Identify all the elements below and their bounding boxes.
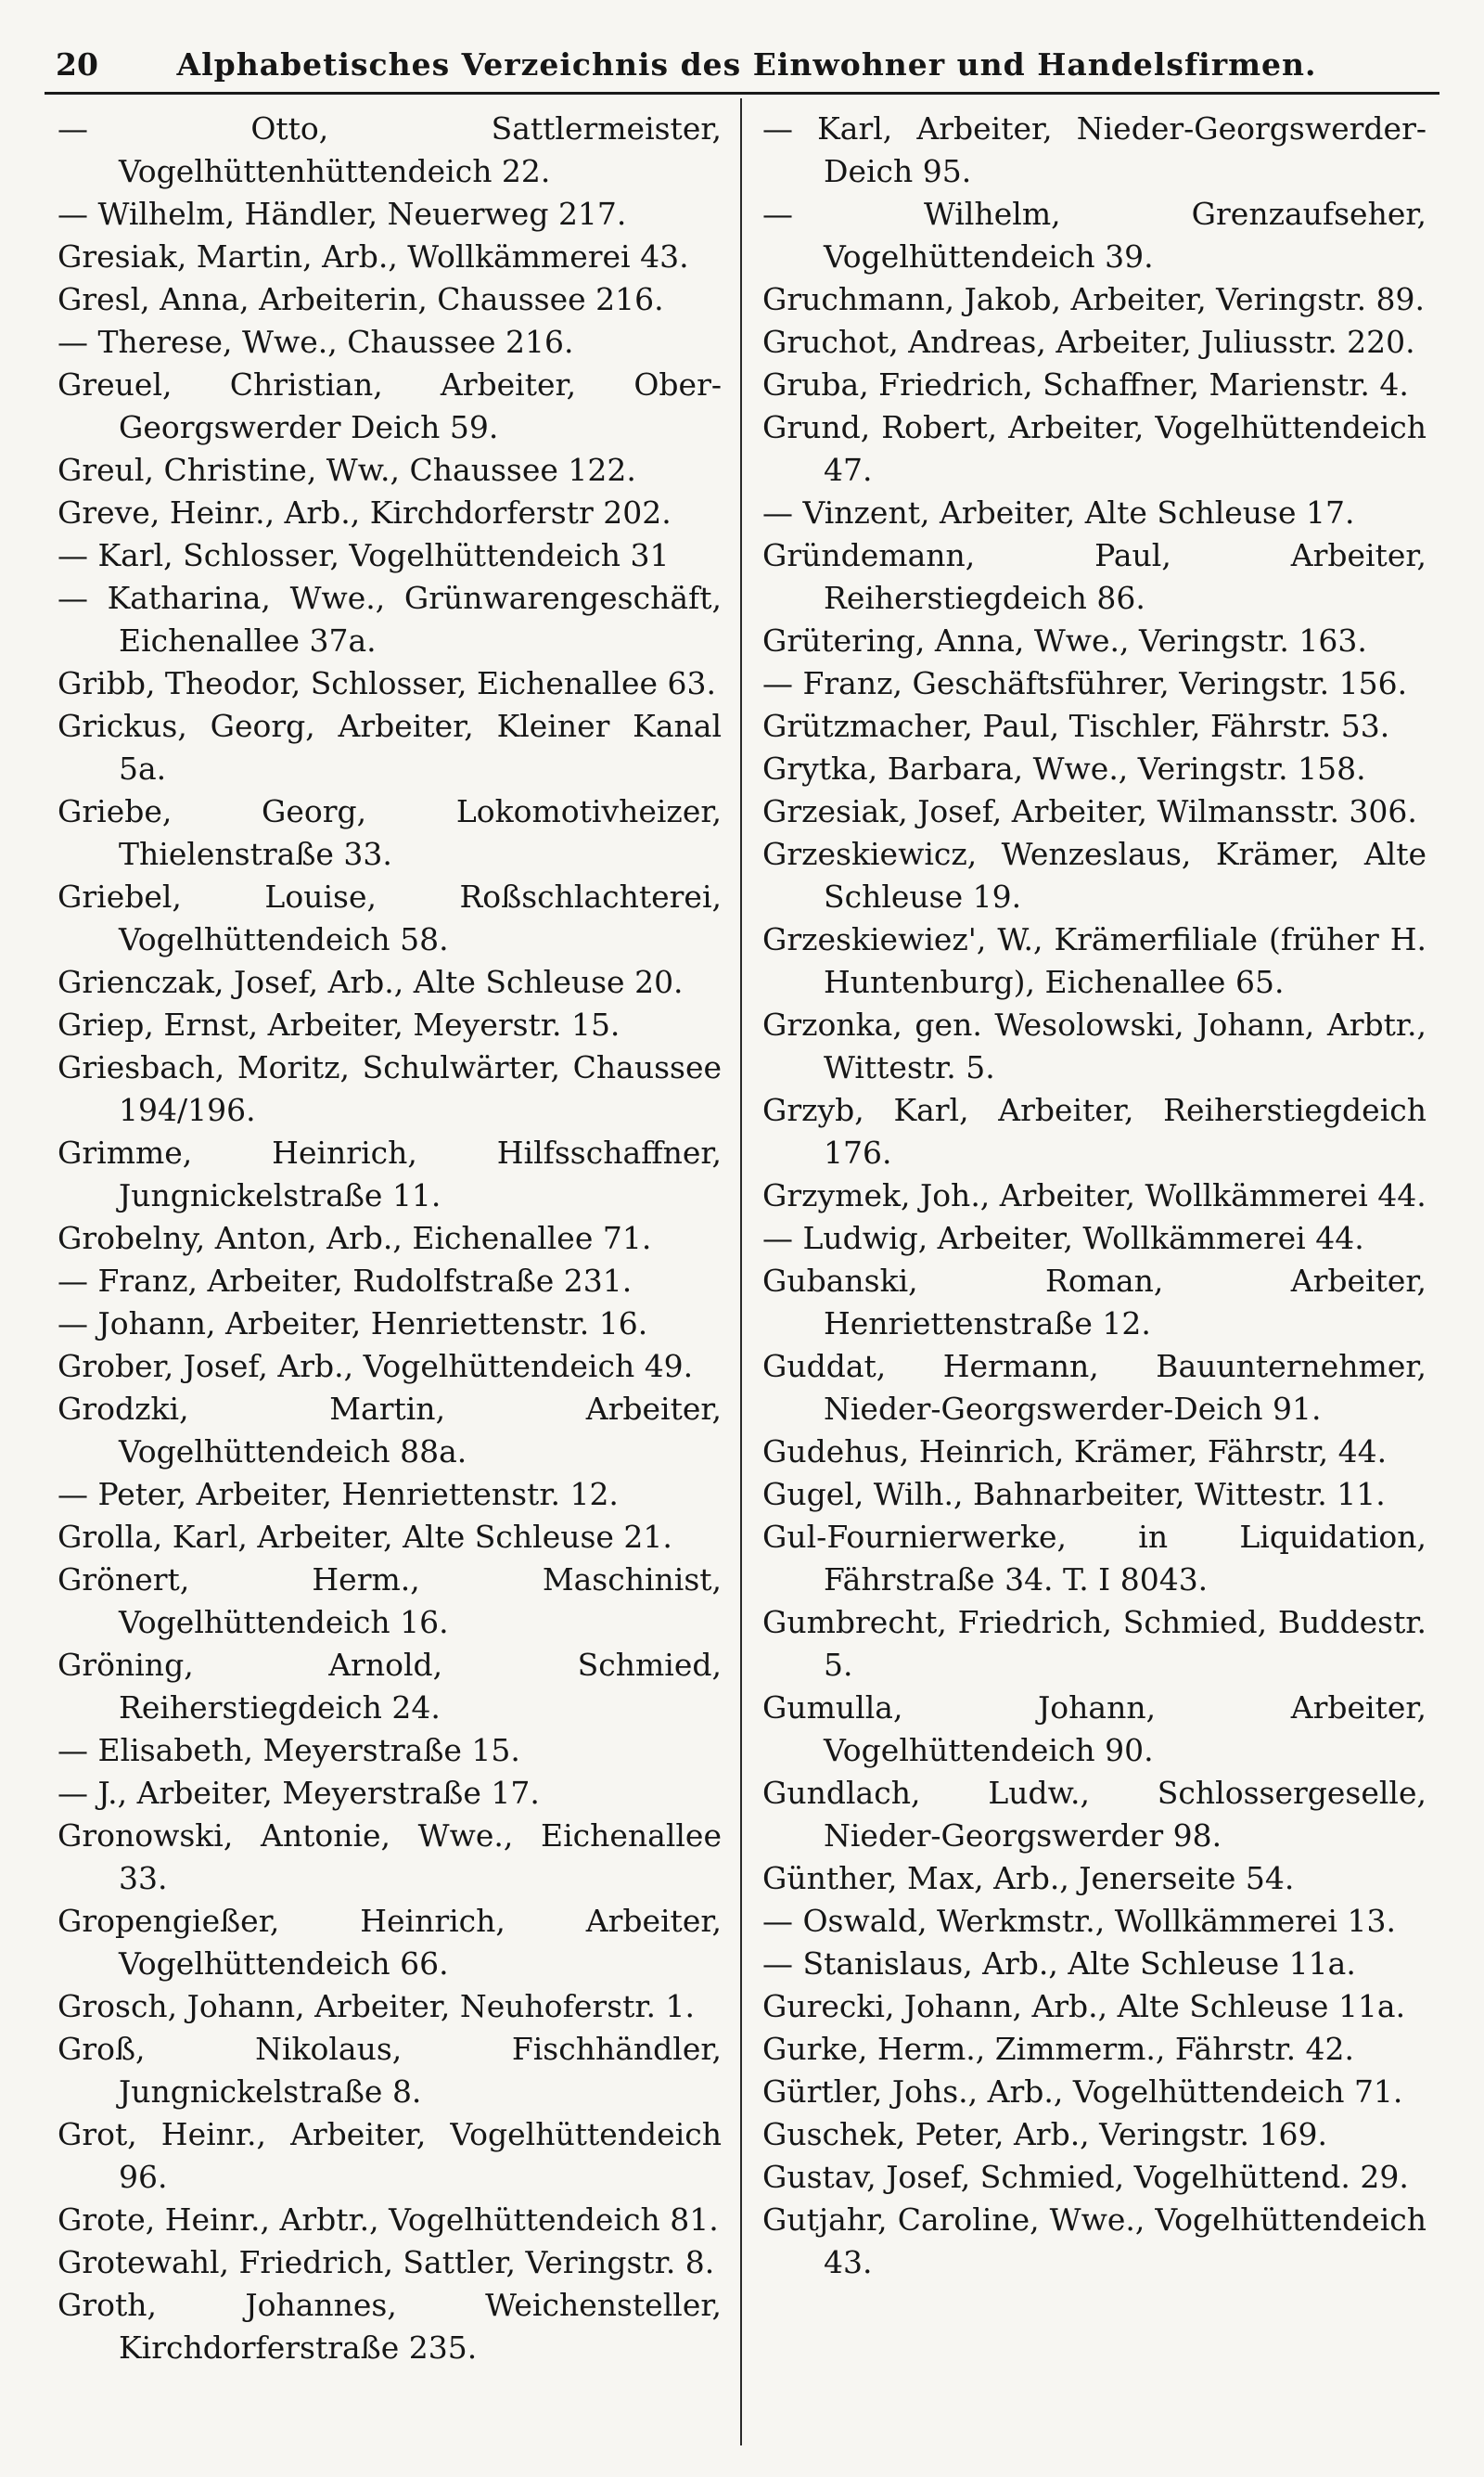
directory-entry: Gundlach, Ludw., Schlossergeselle, Nieder-Georgswerder 98. — [762, 1775, 1426, 1854]
directory-entry: Gruchot, Andreas, Arbeiter, Juliusstr. 220. — [762, 324, 1415, 360]
directory-entry: Grzeskiewicz, Wenzeslaus, Krämer, Alte Schleuse 19. — [762, 836, 1426, 915]
directory-entry: Groth, Johannes, Weichensteller, Kirchdorferstraße 235. — [58, 2287, 722, 2366]
directory-entry: Grickus, Georg, Arbeiter, Kleiner Kanal 5a. — [58, 708, 722, 787]
directory-entry: — Elisabeth, Meyerstraße 15. — [58, 1732, 520, 1768]
directory-entry: — Peter, Arbeiter, Henriettenstr. 12. — [58, 1476, 619, 1512]
right-column — [742, 98, 1439, 2445]
directory-entry: — Johann, Arbeiter, Henriettenstr. 16. — [58, 1305, 648, 1341]
directory-entry: Grzeskiewiez', W., Krämerfiliale (früher H. Huntenburg), Eichenallee 65. — [762, 921, 1426, 1000]
directory-entry: Grote, Heinr., Arbtr., Vogelhüttendeich 81. — [58, 2201, 719, 2238]
directory-entry: Gudehus, Heinrich, Krämer, Fährstr, 44. — [762, 1433, 1388, 1470]
directory-entry: Greve, Heinr., Arb., Kirchdorferstr 202. — [58, 494, 672, 531]
directory-entry: Grosch, Johann, Arbeiter, Neuhoferstr. 1. — [58, 1988, 696, 2024]
directory-entry: Grolla, Karl, Arbeiter, Alte Schleuse 21. — [58, 1519, 672, 1555]
directory-entry: Gurecki, Johann, Arb., Alte Schleuse 11a. — [762, 1988, 1406, 2024]
directory-entry: Gruchmann, Jakob, Arbeiter, Veringstr. 89. — [762, 281, 1426, 317]
directory-entry: Guschek, Peter, Arb., Veringstr. 169. — [762, 2116, 1328, 2152]
directory-entry: Gutjahr, Caroline, Wwe., Vogelhüttendeich 43. — [762, 2201, 1426, 2280]
left-column — [45, 98, 742, 2445]
directory-entry: Grotewahl, Friedrich, Sattler, Veringstr. 8. — [58, 2244, 715, 2280]
directory-entry: Griebel, Louise, Roßschlachterei, Vogelhüttendeich 58. — [58, 879, 722, 957]
directory-entry: Grober, Josef, Arb., Vogelhüttendeich 49. — [58, 1348, 694, 1384]
directory-entry: Gribb, Theodor, Schlosser, Eichenallee 63. — [58, 665, 716, 701]
directory-entry: Griesbach, Moritz, Schulwärter, Chaussee 194/196. — [58, 1049, 722, 1128]
directory-entry: Gruba, Friedrich, Schaffner, Marienstr. 4. — [762, 366, 1409, 403]
directory-entry: Gumbrecht, Friedrich, Schmied, Buddestr. 5. — [762, 1604, 1426, 1683]
directory-entry: — Karl, Schlosser, Vogelhüttendeich 31 — [58, 537, 670, 573]
directory-entry: — Franz, Geschäftsführer, Veringstr. 156. — [762, 665, 1408, 701]
directory-entry: Grzymek, Joh., Arbeiter, Wollkämmerei 44. — [762, 1177, 1426, 1213]
directory-entry: Griebe, Georg, Lokomotivheizer, Thielenstraße 33. — [58, 793, 722, 872]
directory-entry: Gustav, Josef, Schmied, Vogelhüttend. 29. — [762, 2159, 1409, 2195]
directory-entry: — J., Arbeiter, Meyerstraße 17. — [58, 1775, 540, 1811]
directory-entry: Gronowski, Antonie, Wwe., Eichenallee 33. — [58, 1817, 722, 1896]
directory-entry: — Otto, Sattlermeister, Vogelhüttenhüttendeich 22. — [58, 110, 722, 189]
directory-entry: Grimme, Heinrich, Hilfsschaffner, Jungnickelstraße 11. — [58, 1135, 722, 1213]
directory-entry: Grodzki, Martin, Arbeiter, Vogelhüttendeich 88a. — [58, 1391, 722, 1470]
directory-entry: Gröning, Arnold, Schmied, Reiherstiegdeich 24. — [58, 1647, 722, 1726]
directory-entry: Grytka, Barbara, Wwe., Veringstr. 158. — [762, 751, 1366, 787]
directory-entry: Gul-Fournierwerke, in Liquidation, Fährstraße 34. T. I 8043. — [762, 1519, 1426, 1598]
directory-entry: Greuel, Christian, Arbeiter, Ober-Georgswerder Deich 59. — [58, 366, 722, 445]
directory-entry: Günther, Max, Arb., Jenerseite 54. — [762, 1860, 1295, 1896]
directory-entry: Griep, Ernst, Arbeiter, Meyerstr. 15. — [58, 1007, 620, 1043]
directory-entry: Grützmacher, Paul, Tischler, Fährstr. 53. — [762, 708, 1390, 744]
directory-entry: Gründemann, Paul, Arbeiter, Reiherstiegdeich 86. — [762, 537, 1426, 616]
directory-entry: — Wilhelm, Händler, Neuerweg 217. — [58, 196, 627, 232]
directory-entry: Grot, Heinr., Arbeiter, Vogelhüttendeich 96. — [58, 2116, 722, 2195]
directory-entry: Gresl, Anna, Arbeiterin, Chaussee 216. — [58, 281, 664, 317]
directory-entry: Gropengießer, Heinrich, Arbeiter, Vogelhüttendeich 66. — [58, 1903, 722, 1982]
directory-entry: Gürtler, Johs., Arb., Vogelhüttendeich 71. — [762, 2073, 1403, 2110]
directory-entry: Gresiak, Martin, Arb., Wollkämmerei 43. — [58, 238, 689, 275]
directory-entry: Grienczak, Josef, Arb., Alte Schleuse 20. — [58, 964, 684, 1000]
directory-entry: Grzonka, gen. Wesolowski, Johann, Arbtr., Wittestr. 5. — [762, 1007, 1426, 1085]
directory-entry: Groß, Nikolaus, Fischhändler, Jungnickelstraße 8. — [58, 2031, 722, 2110]
directory-entry: Grzesiak, Josef, Arbeiter, Wilmansstr. 306. — [762, 793, 1417, 829]
directory-entry: Greul, Christine, Ww., Chaussee 122. — [58, 452, 636, 488]
directory-entry: — Oswald, Werkmstr., Wollkämmerei 13. — [762, 1903, 1396, 1939]
directory-entry: Grzyb, Karl, Arbeiter, Reiherstiegdeich 176. — [762, 1092, 1426, 1171]
directory-entry: — Franz, Arbeiter, Rudolfstraße 231. — [58, 1263, 633, 1299]
directory-entry: — Ludwig, Arbeiter, Wollkämmerei 44. — [762, 1220, 1364, 1256]
directory-entry: Gubanski, Roman, Arbeiter, Henriettenstraße 12. — [762, 1263, 1426, 1341]
directory-entry: — Therese, Wwe., Chaussee 216. — [58, 324, 574, 360]
directory-entry: Grütering, Anna, Wwe., Veringstr. 163. — [762, 622, 1367, 659]
directory-entry: Gugel, Wilh., Bahnarbeiter, Wittestr. 11. — [762, 1476, 1386, 1512]
directory-columns — [45, 98, 1439, 2445]
directory-entry: — Wilhelm, Grenzaufseher, Vogelhüttendeich 39. — [762, 196, 1426, 275]
directory-entry: Grönert, Herm., Maschinist, Vogelhüttendeich 16. — [58, 1561, 722, 1640]
directory-entry: Gurke, Herm., Zimmerm., Fährstr. 42. — [762, 2031, 1355, 2067]
directory-entry: — Katharina, Wwe., Grünwarengeschäft, Eichenallee 37a. — [58, 580, 722, 659]
directory-entry: Gumulla, Johann, Arbeiter, Vogelhüttendeich 90. — [762, 1689, 1426, 1768]
page-number: 20 — [56, 46, 98, 83]
directory-entry: Guddat, Hermann, Bauunternehmer, Nieder-Georgswerder-Deich 91. — [762, 1348, 1426, 1427]
page-title: Alphabetisches Verzeichnis des Einwohner und Handelsfirmen. — [176, 46, 1317, 83]
directory-entry: — Stanislaus, Arb., Alte Schleuse 11a. — [762, 1945, 1356, 1982]
directory-entry: Grobelny, Anton, Arb., Eichenallee 71. — [58, 1220, 652, 1256]
directory-entry: — Karl, Arbeiter, Nieder-Georgswerder-Deich 95. — [762, 110, 1426, 189]
page-header — [45, 46, 1439, 95]
directory-entry: Grund, Robert, Arbeiter, Vogelhüttendeich 47. — [762, 409, 1426, 488]
directory-entry: — Vinzent, Arbeiter, Alte Schleuse 17. — [762, 494, 1355, 531]
